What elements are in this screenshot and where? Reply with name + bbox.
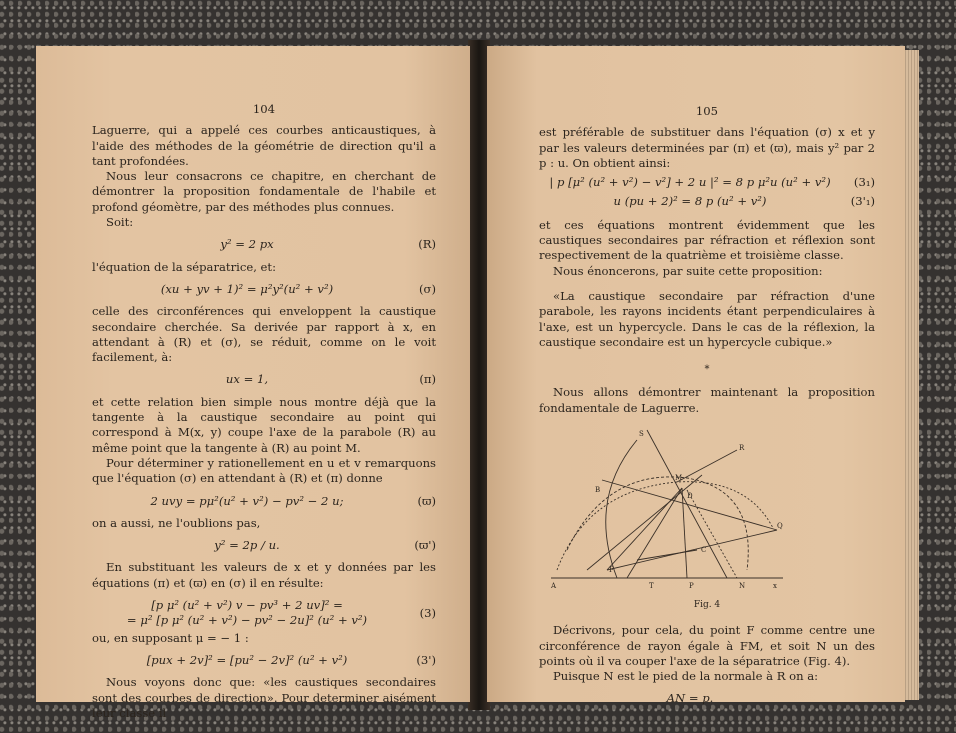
label-N: N xyxy=(739,582,746,591)
equation-pi: ux = 1, (π) xyxy=(225,372,436,387)
equation-3-prime-1: u (pu + 2)² = 8 p (u² + v²) (3'₁) xyxy=(613,194,875,209)
page-edges xyxy=(905,50,919,700)
equation-sigma: (xu + yv + 1)² = μ²y²(u² + v²) (σ) xyxy=(160,281,436,296)
paragraph: on a aussi, ne l'oublions pas, xyxy=(92,515,261,530)
figure-4 xyxy=(539,420,875,596)
label-R: R xyxy=(739,444,745,453)
paragraph: Nous énoncerons, par suite cette proposition: xyxy=(553,263,823,278)
label-D: D xyxy=(687,492,693,501)
page-number-left: 104 xyxy=(252,102,276,116)
equation-omega: 2 uvy = pμ²(u² + v²) − pv² − 2 u; (ϖ) xyxy=(150,493,436,508)
left-page xyxy=(36,46,470,720)
geometry-diagram xyxy=(547,420,787,596)
paragraph: Nous leur consacrons ce chapitre, en cherchant de démontrer la proposition fondamentale de l'habile et profond géomètre, par des méthodes plus connues. xyxy=(92,169,436,214)
paragraph: Laguerre, qui a appelé ces courbes anticaustiques, à l'aide des méthodes de la géométrie de direction qu'il a tant profondées. xyxy=(92,123,436,168)
ray-line xyxy=(637,550,697,560)
paragraph: Décrivons, pour cela, du point F comme centre une circonférence de rayon égale à FM, et soit N un des points où il va couper l'axe de la séparatrice (Fig. 4). xyxy=(539,623,875,668)
paragraph: Pour déterminer y rationellement en u et v remarquons que l'équation (σ) en attendant à (R) et (π) donne xyxy=(92,455,436,486)
label-B: B xyxy=(595,486,601,495)
ray-line xyxy=(627,488,682,578)
ray-line xyxy=(687,490,737,578)
equation-3-prime: [pux + 2v]² = [pu² − 2v]² (u² + v²) (3') xyxy=(146,652,436,667)
quotation: «La caustique secondaire par réfraction d'une parabole, les rayons incidents étant perpendiculaires à l'axe, est un hypercycle. Dans le cas de la réflexion, la caustique secondaire est un hypercycle cubique.» xyxy=(539,288,875,349)
ray-line xyxy=(677,450,737,482)
section-star: * xyxy=(704,364,710,376)
right-page xyxy=(487,46,905,705)
label-A: A xyxy=(551,582,557,591)
paragraph: et cette relation bien simple nous montre déjà que la tangente à la caustique secondaire au point qui correspond à M(x, y) coupe l'axe de la parabole (R) au même point que la tangente à (R) au point M. xyxy=(92,394,436,455)
paragraph: celle des circonférences qui enveloppent la caustique secondaire cherchée. Sa derivée par rapport à x, en attendant à (R) et (σ), se réduit, comme on le voit facilement, à: xyxy=(92,304,436,365)
ray-line xyxy=(602,480,777,530)
page-number-right: 105 xyxy=(695,104,719,118)
label-Q: Q xyxy=(777,522,783,531)
ray-line xyxy=(587,475,702,570)
label-C: C xyxy=(701,546,707,555)
paragraph: En substituant les valeurs de x et y données par les équations (π) et (ϖ) en (σ) il en résulte: xyxy=(92,560,436,590)
paragraph: Nous voyons donc que: «les caustiques secondaires sont des courbes de direction». Pour determiner aisément leur classe il xyxy=(92,675,436,720)
label-x: x xyxy=(773,582,777,591)
paragraph: Soit: xyxy=(106,215,134,230)
paragraph: Puisque N est le pied de la normale à R on a: xyxy=(553,669,819,684)
label-T: T xyxy=(649,582,654,591)
ray-line xyxy=(607,530,777,570)
label-M: M xyxy=(675,474,683,483)
paragraph: l'équation de la séparatrice, et: xyxy=(92,259,276,274)
label-P: P xyxy=(689,582,694,591)
paragraph: ou, en supposant μ = − 1 : xyxy=(92,630,249,645)
equation-3-1: | p [μ² (u² + v²) − v²] + 2 u |² = 8 p μ²u (u² + v²) (3₁) xyxy=(549,175,875,190)
label-F: F xyxy=(609,566,614,575)
equation-R: y² = 2 px (R) xyxy=(220,237,436,252)
paragraph: Nous allons démontrer maintenant la proposition fondamentale de Laguerre. xyxy=(539,385,875,415)
equation-3: [p μ² (u² + v²) v − pv³ + 2 uv]² = = μ² [p μ² (u² + v²) − pv² − 2u]² (u² + v²) (3) xyxy=(126,598,436,628)
paragraph: est préférable de substituer dans l'équation (σ) x et y par les valeurs determinées par (π) et (ϖ), mais y² par 2 p : u. On obtient ainsi: xyxy=(539,125,875,170)
ray-line xyxy=(682,488,687,578)
equation-omega-prime: y² = 2p / u. (ϖ') xyxy=(214,538,436,553)
parabola-curve xyxy=(606,440,637,578)
ray-line xyxy=(607,488,682,570)
equation-AN: AN = p. xyxy=(666,690,714,705)
figure-caption: Fig. 4 xyxy=(693,600,721,611)
label-S: S xyxy=(639,430,644,439)
paragraph: et ces équations montrent évidemment que les caustiques secondaires par réfraction et réflexion sont respectivement de la quatrième et troisième classe. xyxy=(539,217,875,263)
